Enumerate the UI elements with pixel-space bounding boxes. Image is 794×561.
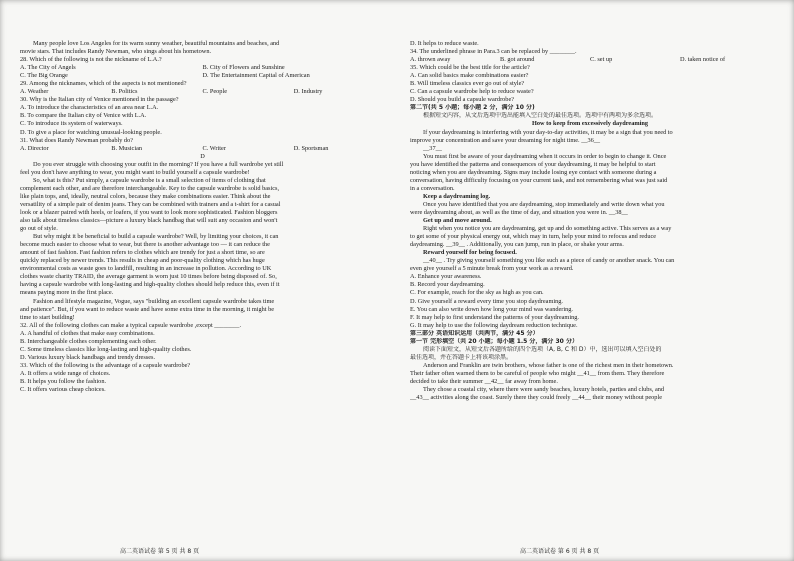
left-column xyxy=(20,40,385,394)
right-line-36: 第三部分 英语知识运用（共两节，满分 45 分） xyxy=(410,329,539,337)
option: C. Writer xyxy=(202,144,226,152)
right-line-21: were daydreaming about, as well as the time of day, and situation you were in. __38__ xyxy=(410,208,628,216)
left-line-31: means paying more in the first place. xyxy=(20,289,114,297)
right-line-7: D. Should you build a capsule wardrobe? xyxy=(410,96,515,104)
right-line-33: E. You can also write down how long your mind was wandering. xyxy=(410,305,573,313)
right-line-6: C. Can a capsule wardrobe help to reduce waste? xyxy=(410,88,534,96)
right-column xyxy=(410,40,770,402)
right-page-footer: 高二英语试卷 第 6 页 共 8 页 xyxy=(520,548,600,555)
left-line-12: 31. What does Randy Newman probably do? xyxy=(20,136,134,144)
right-line-18: in a conversation. xyxy=(410,184,455,192)
option: D. Sportsman xyxy=(293,144,329,152)
right-line-14: You must first be aware of your daydreaming when it occurs in order to begin to change it. Once xyxy=(423,152,667,160)
left-line-24: But why might it be beneficial to build a capsule wardrobe? Well, by limiting your choices, it can xyxy=(33,233,279,241)
right-line-19: Keep a daydreaming log. xyxy=(423,192,491,200)
option: D. taken notice of xyxy=(680,56,726,64)
right-line-42: decided to take their summer __42__ far away from home. xyxy=(410,377,558,385)
left-line-4 xyxy=(20,72,385,80)
left-line-28: environmental costs as waste goes to landfill, resulting in an increase in pollution. According to UK xyxy=(20,265,272,273)
left-line-41: A. It offers a wide range of choices. xyxy=(20,369,111,377)
right-line-17: conversation, having difficulty focusing on your current task, and not remembering what was just said xyxy=(410,176,668,184)
left-line-2: 28. Which of the following is not the nickname of L.A.? xyxy=(20,56,162,64)
right-line-28: even give yourself a 5 minute break from your work as a reward. xyxy=(410,265,574,273)
left-line-5: 29. Among the nicknames, which of the aspects is not mentioned? xyxy=(20,80,187,88)
option: C. People xyxy=(202,88,227,96)
right-line-0: D. It helps to reduce waste. xyxy=(410,40,479,47)
right-line-39: 最佳选项，并在答题卡上将该项涂黑。 xyxy=(410,353,513,361)
option: B. City of Flowers and Sunshine xyxy=(202,64,285,72)
option: A. Weather xyxy=(20,88,49,96)
left-line-19: like plain tops, and, ideally, neutral colors, because they make combinations easier. Think about the xyxy=(20,192,271,200)
right-line-34: F. It may help to first understand the patterns of your daydreaming. xyxy=(410,313,579,321)
left-line-22: also talk about timeless classics—picture a luxury black handbag that will suit any occasion and won't xyxy=(20,217,278,225)
option: A. The City of Angels xyxy=(20,64,76,72)
left-line-14: D xyxy=(200,152,205,160)
right-line-25: daydreaming. __39__ . Additionally, you can jump, run in place, or shake your arms. xyxy=(410,241,624,249)
left-line-7: 30. Why is the Italian city of Venice mentioned in the passage? xyxy=(20,96,179,104)
option: B. Politics xyxy=(111,88,138,96)
option: B. Musician xyxy=(111,144,143,152)
left-line-37: B. Interchangeable clothes complementing each other. xyxy=(20,337,157,345)
option: B. got around xyxy=(500,56,535,64)
left-line-33: and patience". But, if you want to reduce waste and have some extra time in the morning, it might be xyxy=(20,305,275,313)
right-line-10: How to keep from excessively daydreaming xyxy=(531,120,649,128)
left-line-15: Do you ever struggle with choosing your outfit in the morning? If you have a full wardrobe yet still xyxy=(33,160,284,168)
right-line-41: Their father often warned them to be careful of people who might __41__ from them. They therefore xyxy=(410,369,665,377)
left-line-20: versatility of a simple pair of denim jeans. They can be combined with trainers and a t-shirt for a casual xyxy=(20,200,281,208)
left-line-16: feel you don't have anything to wear, you might want to build yourself a capsule wardrobe! xyxy=(20,168,250,176)
left-line-35: 32. All of the following clothes can make a typical capsule wardrobe ,except ________. xyxy=(20,321,242,329)
left-line-6 xyxy=(20,88,385,96)
right-line-43: They chose a coastal city, where there were sandy beaches, luxury hotels, parties and clubs, and xyxy=(423,386,665,394)
right-line-12: improve your concentration and save your dreaming for night time. __36__ xyxy=(410,136,601,144)
right-line-15: you have identified the patterns and consequences of your daydreaming, it may be helpful to start xyxy=(410,160,656,168)
left-line-32: Fashion and lifestyle magazine, Vogue, says "building an excellent capsule wardrobe takes time xyxy=(33,297,275,305)
right-line-3: 35. Which could be the best title for the article? xyxy=(410,64,530,72)
left-line-9: B. To compare the Italian city of Venice with L.A. xyxy=(20,112,147,120)
left-line-26: amount of fast fashion. Fast fashion refers to clothes which are trendy for just a short time, so are xyxy=(20,249,265,257)
right-line-16: noticing when you are daydreaming. Signs may include losing eye contact with someone during a xyxy=(410,168,657,176)
right-line-4: A. Can solid basics make combinations easier? xyxy=(410,72,529,80)
right-line-37: 第一节 完形填空（共 20 小题；每小题 1.5 分，满分 30 分） xyxy=(410,337,578,345)
left-line-23: go out of style. xyxy=(20,225,58,233)
right-line-20: Once you have identified that you are daydreaming, stop immediately and write down what you xyxy=(423,200,665,208)
left-line-1: movie stars. That includes Randy Newman, who sings about his hometown. xyxy=(20,48,212,56)
option: C. The Big Orange xyxy=(20,72,68,80)
left-page-footer: 高二英语试卷 第 5 页 共 8 页 xyxy=(120,548,200,555)
right-line-22: Get up and move around. xyxy=(423,217,492,225)
left-line-36: A. A handful of clothes that make easy combinations. xyxy=(20,329,155,337)
left-line-3 xyxy=(20,64,385,72)
left-line-43: C. It offers various cheap choices. xyxy=(20,386,106,394)
right-line-24: to get some of your physical energy out, which may in turn, help your mind to refocus and reduce xyxy=(410,233,657,241)
right-line-27: __40__ . Try giving yourself something you like such as a piece of candy or another snack. You can xyxy=(423,257,675,265)
left-line-13 xyxy=(20,145,385,153)
right-line-35: G. It may help to use the following daydream reduction technique. xyxy=(410,321,578,329)
right-line-13: __37__ xyxy=(423,144,442,152)
left-line-40: 33. Which of the following is the advantage of a capsule wardrobe? xyxy=(20,361,191,369)
right-line-5: B. Will timeless classics ever go out of style? xyxy=(410,80,525,88)
left-line-39: D. Various luxury black handbags and trendy dresses. xyxy=(20,353,156,361)
option: C. set up xyxy=(590,56,613,64)
right-line-1: 34. The underlined phrase in Para.3 can be replaced by ________. xyxy=(410,48,577,56)
left-line-8: A. To introduce the characteristics of an area near L.A. xyxy=(20,104,159,112)
left-line-0: Many people love Los Angeles for its warm sunny weather, beautiful mountains and beaches, and xyxy=(33,40,280,47)
right-line-32: D. Give yourself a reward every time you stop daydreaming. xyxy=(410,297,564,305)
right-line-23: Right when you notice you are daydreaming, get up and do something active. This serves as a way xyxy=(423,225,672,233)
left-line-38: C. Some timeless classics like long-lasting and high-quality clothes. xyxy=(20,345,192,353)
left-line-27: quickly replaced by newer trends. This results in cheap and poor-quality clothing which has huge xyxy=(20,257,265,265)
left-line-30: having a capsule wardrobe with long-lasting and high-quality clothes should help reduce this, even if it xyxy=(20,281,280,289)
left-line-11: D. To give a place for watching unusual-looking people. xyxy=(20,128,162,136)
right-line-30: B. Record your daydreaming. xyxy=(410,281,485,289)
left-line-21: look or a blazer paired with heels, or loafers, if you want to look more sophisticated. Fashion bloggers xyxy=(20,208,278,216)
right-line-38: 阅读下面短文，从短文后各题所给的四个选项（A, B, C 和 D）中，选出可以填入空白处的 xyxy=(423,345,662,353)
right-line-40: Anderson and Franklin are twin brothers, whose father is one of the richest men in their hometown. xyxy=(423,361,674,369)
option: D. The Entertainment Capital of American xyxy=(202,72,310,80)
right-line-44: __43__ activities along the coast. Surely there they could freely __44__ their money without people xyxy=(410,394,662,402)
right-line-26: Reward yourself for being focused. xyxy=(423,249,517,257)
right-line-29: A. Enhance your awareness. xyxy=(410,273,482,281)
left-line-29: clothes waste charity TRAID, the average garment is worn just 10 times before being disposed of. So, xyxy=(20,273,277,281)
left-line-10: C. To introduce its system of waterways. xyxy=(20,120,123,128)
right-line-11: If your daydreaming is interfering with your day-to-day activities, it may be a sign that you need to xyxy=(423,128,673,136)
right-line-31: C. For example, reach for the sky as high as you can. xyxy=(410,289,544,297)
left-line-25: become much easier to choose what to wear, but there is another advantage too — it can reduce the xyxy=(20,241,270,249)
option: D. Industry xyxy=(293,88,323,96)
option: A. thrown away xyxy=(410,56,451,64)
left-line-34: time to start building! xyxy=(20,313,75,321)
right-line-8: 第二节(共 5 小题；每小题 2 分，满分 10 分) xyxy=(410,104,535,112)
left-line-17: So, what is this? Put simply, a capsule wardrobe is a small selection of items of clothing that xyxy=(33,176,266,184)
option: A. Director xyxy=(20,144,49,152)
right-line-2 xyxy=(410,56,770,64)
left-line-42: B. It helps you follow the fashion. xyxy=(20,377,107,385)
left-line-18: complement each other, and are therefore interchangeable. Key to the capsule wardrobe is solid basics, xyxy=(20,184,280,192)
right-line-9: 根据短文内容，从文后选项中选出能填入空白处的最佳选项。选项中有两项为多余选项。 xyxy=(423,112,658,120)
